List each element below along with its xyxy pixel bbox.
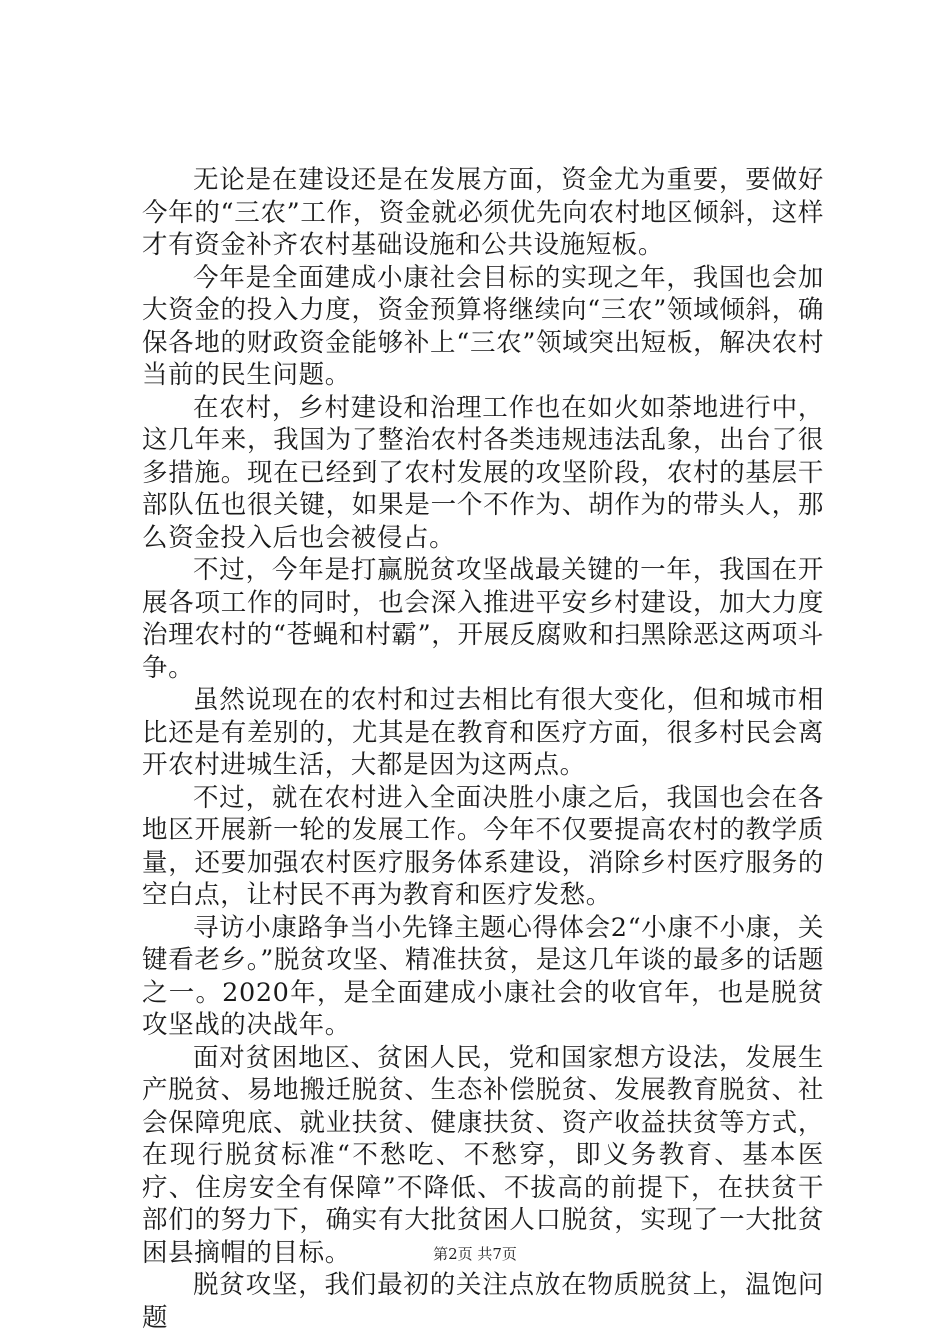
document-body: [142, 164, 824, 1334]
paragraph-1: 无论是在建设还是在发展方面，资金尤为重要，要做好今年的“三农”工作，资金就必须优先向农村地区倾斜，这样才有资金补齐农村基础设施和公共设施短板。: [142, 165, 824, 260]
paragraph-5: 虽然说现在的农村和过去相比有很大变化，但和城市相比还是有差别的，尤其是在教育和医疗方面，很多村民会离开农村进城生活，大都是因为这两点。: [142, 685, 824, 780]
page-footer: 第2页 共7页: [433, 1245, 517, 1263]
paragraph-7: 寻访小康路争当小先锋主题心得体会2“小康不小康，关键看老乡。”脱贫攻坚、精准扶贫，是这几年谈的最多的话题之一。2020年，是全面建成小康社会的收官年，也是脱贫攻坚战的决战年。: [142, 912, 824, 1040]
paragraph-3: 在农村，乡村建设和治理工作也在如火如荼地进行中，这几年来，我国为了整治农村各类违规违法乱象，出台了很多措施。现在已经到了农村发展的攻坚阶段，农村的基层干部队伍也很关键，如果是一个不作为、胡作为的带头人，那么资金投入后也会被侵占。: [142, 392, 824, 553]
paragraph-6: 不过，就在农村进入全面决胜小康之后，我国也会在各地区开展新一轮的发展工作。今年不仅要提高农村的教学质量，还要加强农村医疗服务体系建设，消除乡村医疗服务的空白点，让村民不再为教育和医疗发愁。: [142, 782, 824, 910]
paragraph-2: 今年是全面建成小康社会目标的实现之年，我国也会加大资金的投入力度，资金预算将继续向“三农”领域倾斜，确保各地的财政资金能够补上“三农”领域突出短板，解决农村当前的民生问题。: [142, 262, 824, 390]
paragraph-9: 脱贫攻坚，我们最初的关注点放在物质脱贫上，温饱问题: [142, 1270, 824, 1333]
paragraph-8: 面对贫困地区、贫困人民，党和国家想方设法，发展生产脱贫、易地搬迁脱贫、生态补偿脱贫、发展教育脱贫、社会保障兜底、就业扶贫、健康扶贫、资产收益扶贫等方式，在现行脱贫标准“不愁吃、不愁穿，即义务教育、基本医疗、住房安全有保障”不降低、不拔高的前提下，在扶贫干部们的努力下，确实有大批贫困人口脱贫，实现了一大批贫困县摘帽的目标。: [142, 1042, 824, 1268]
paragraph-4: 不过，今年是打赢脱贫攻坚战最关键的一年，我国在开展各项工作的同时，也会深入推进平安乡村建设，加大力度治理农村的“苍蝇和村霸”，开展反腐败和扫黑除恶这两项斗争。: [142, 555, 824, 683]
